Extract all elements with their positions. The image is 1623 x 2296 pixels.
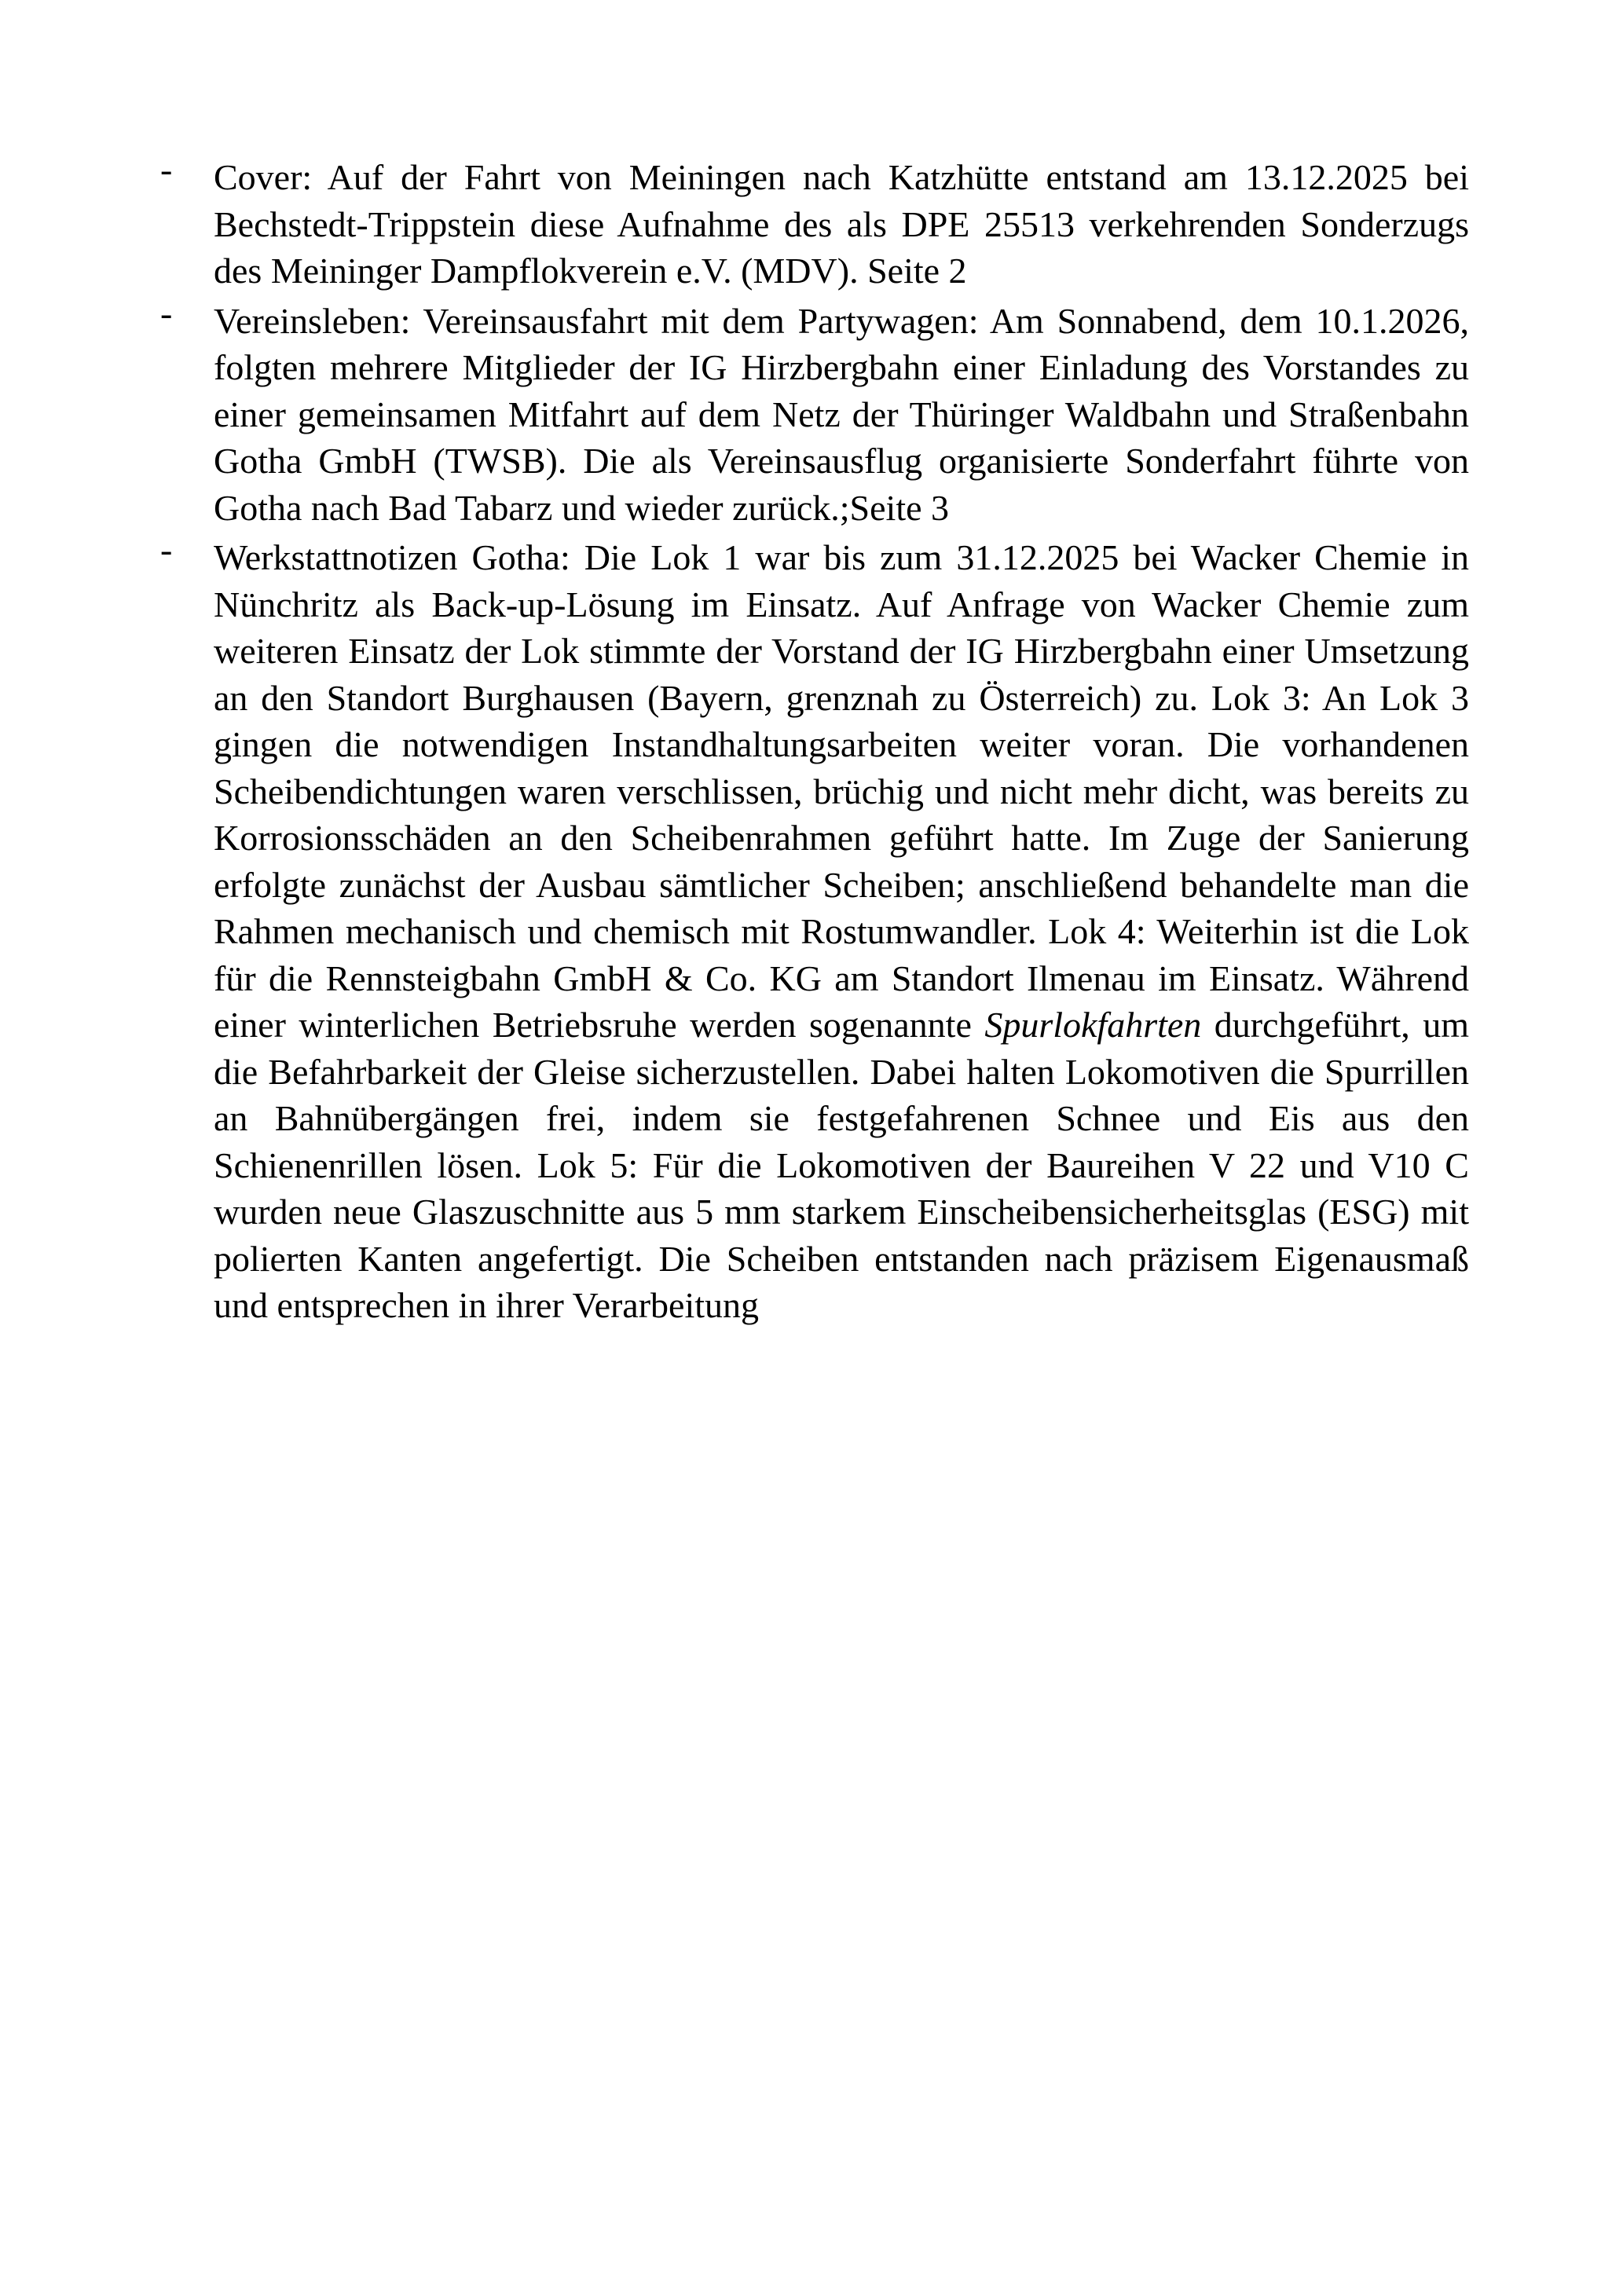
list-item-text [214, 534, 1469, 1329]
bullet-marker: - [160, 529, 173, 569]
bullet-marker: - [160, 292, 173, 333]
bulleted-list [157, 149, 1469, 1332]
list-item-text: Vereinsleben: Vereinsausfahrt mit dem Partywagen: Am Sonnabend, dem 10.1.2026, folgten mehrere Mitglieder der IG Hirzbergbahn einer Einladung des Vorstandes zu einer gemeinsamen Mitfahrt auf dem Netz der Thüringer Waldbahn und Straßenbahn Gotha GmbH (TWSB). Die als Vereinsausflug organisierte Sonderfahrt führte von Gotha nach Bad Tabarz und wieder zurück.;Seite 3 [214, 300, 1469, 528]
text-run-after-italic: durchgeführt, um die Befahrbarkeit der Gleise sicherzustellen. Dabei halten Lokomotiven die Spurrillen an Bahnübergängen frei, indem sie festgefahrenen Schnee und Eis aus den Schienenrillen lösen. Lok 5: Für die Lokomotiven der Baureihen V 22 und V10 C wurden neue Glaszuschnitte aus 5 mm starkem Einscheibensicherheitsglas (ESG) mit polierten Kanten angefertigt. Die Scheiben entstanden nach präzisem Eigenausmaß und entsprechen in ihrer Verarbeitung [214, 1005, 1469, 1325]
list-item [157, 292, 1469, 532]
list-item-text: Cover: Auf der Fahrt von Meiningen nach Katzhütte entstand am 13.12.2025 bei Bechstedt-Trippstein diese Aufnahme des als DPE 25513 verkehrenden Sonderzugs des Meininger Dampflokverein e.V. (MDV). Seite 2 [214, 157, 1469, 291]
list-item [157, 149, 1469, 295]
bullet-marker: - [160, 149, 173, 189]
text-run-before-italic: Werkstattnotizen Gotha: Die Lok 1 war bis zum 31.12.2025 bei Wacker Chemie in Nünchritz als Back-up-Lösung im Einsatz. Auf Anfrage von Wacker Chemie zum weiteren Einsatz der Lok stimmte der Vorstand der IG Hirzbergbahn einer Umsetzung an den Standort Burghausen (Bayern, grenznah zu Österreich) zu. Lok 3: An Lok 3 gingen die notwendigen Instandhaltungsarbeiten weiter voran. Die vorhandenen Scheibendichtungen waren verschlissen, brüchig und nicht mehr dicht, was bereits zu Korrosionsschäden an den Scheibenrahmen geführt hatte. Im Zuge der Sanierung erfolgte zunächst der Ausbau sämtlicher Scheiben; anschließend behandelte man die Rahmen mechanisch und chemisch mit Rostumwandler. Lok 4: Weiterhin ist die Lok für die Rennsteigbahn GmbH & Co. KG am Standort Ilmenau im Einsatz. Während einer winterlichen Betriebsruhe werden sogenannte [214, 537, 1469, 1045]
list-item [157, 529, 1469, 1329]
emphasized-term: Spurlokfahrten [984, 1005, 1202, 1045]
